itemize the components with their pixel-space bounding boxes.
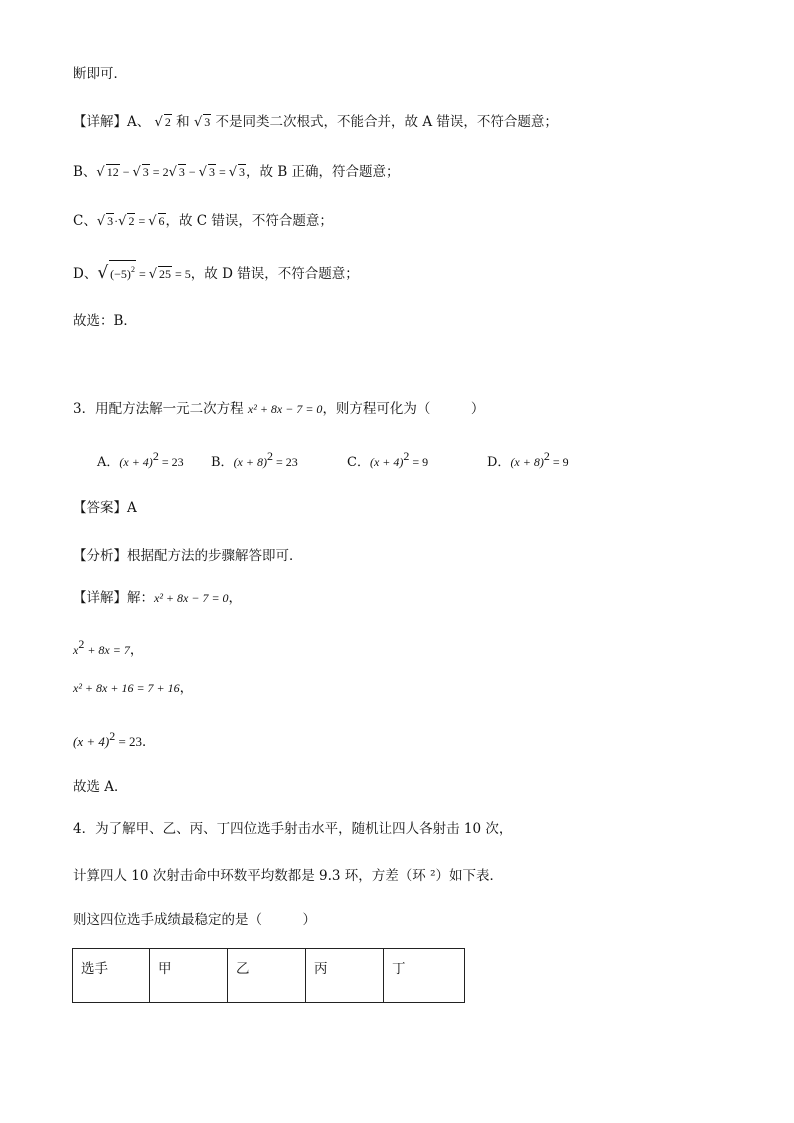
step-3: [73, 726, 156, 752]
radical-sign: √: [96, 214, 106, 229]
question-4-line-2: 计算四人 10 次射击命中环数平均数都是 9.3 环，方差（环 ²）如下表．: [73, 868, 504, 884]
radicand: 3: [204, 115, 211, 129]
paragraph-continuation: 断即可．: [73, 66, 127, 82]
operator: −: [119, 165, 133, 179]
radicand: 3: [208, 165, 215, 179]
operator: = 2: [149, 165, 169, 179]
step-1: [73, 634, 143, 660]
table-header-cell: 丙: [306, 949, 384, 1003]
choice-c-label: C．: [347, 455, 370, 470]
radicand: 12: [106, 165, 119, 179]
radical-sign: √: [228, 165, 238, 180]
option-d-label: D、: [73, 266, 98, 282]
punctuation: ，: [179, 680, 194, 696]
radical-sign: √: [96, 165, 105, 180]
question-3-tail: ，则方程可化为（ ）: [322, 401, 485, 417]
question-3-stem: [73, 399, 484, 419]
step-3-rest: = 23: [115, 734, 143, 749]
radicand: 2: [164, 115, 171, 129]
choice-d-rhs: = 9: [549, 455, 569, 469]
step-2-equation: x² + 8x + 16 = 7 + 16: [73, 681, 180, 695]
detail-equation: x² + 8x − 7 = 0: [154, 591, 229, 605]
choice-c-rhs: = 9: [409, 455, 429, 469]
operator: = 5: [172, 267, 191, 281]
choice-a-rhs: = 23: [158, 455, 184, 469]
choice-d: [487, 449, 569, 470]
option-c-label: C、: [73, 213, 97, 229]
punctuation: ．: [142, 734, 156, 750]
choice-b-math: (x + 8): [233, 455, 267, 469]
detail-tag: 【详解】: [73, 114, 127, 130]
operator: =: [215, 165, 229, 179]
punctuation: ，: [129, 642, 144, 658]
radical-sign: √: [198, 165, 207, 180]
choice-a-math: (x + 4): [119, 455, 153, 469]
step-1-variable: x: [73, 643, 79, 657]
radicand: [109, 260, 136, 283]
conclusion-c: ，故 C 错误，不符合题意；: [165, 213, 333, 229]
step-2: [73, 678, 193, 698]
conclusion-b: ，故 B 正确，符合题意；: [246, 164, 400, 180]
detail-line-a: [73, 112, 558, 133]
selection-line: 故选：B．: [73, 313, 137, 329]
question-3-text: 3．用配方法解一元二次方程: [73, 401, 244, 417]
radicand: 3: [142, 165, 149, 179]
choice-c-exponent: 2: [403, 449, 410, 463]
step-1-rest: + 8x = 7: [84, 643, 130, 657]
detail-line-d: [73, 260, 359, 285]
detail-line-b: [73, 162, 400, 183]
step-3-exponent: 2: [109, 729, 116, 743]
step-1-exponent: 2: [78, 637, 85, 651]
choice-d-math: (x + 8): [510, 455, 544, 469]
question-4-line-1: 4．为了解甲、乙、丙、丁四位选手射击水平，随机让四人各射击 10 次，: [73, 821, 513, 837]
exponent: 2: [130, 265, 135, 274]
option-b-label: B、: [73, 164, 97, 180]
radical-sign: √: [193, 115, 203, 130]
radical-sign: √: [168, 165, 177, 180]
choice-c-math: (x + 4): [369, 455, 404, 469]
radicand: 2: [128, 214, 135, 228]
inner-expression: (−5): [110, 267, 131, 281]
choice-a-exponent: 2: [152, 449, 159, 463]
conclusion-a: 不是同类二次根式，不能合并，故 A 错误，不符合题意；: [215, 114, 558, 130]
conjunction: 和: [176, 114, 190, 130]
choice-b: [211, 449, 298, 470]
radical-sign: √: [154, 115, 163, 130]
choice-b-rhs: = 23: [272, 455, 298, 469]
choice-b-exponent: 2: [266, 449, 273, 463]
choice-a: [97, 449, 184, 470]
option-a-label: A、: [127, 114, 151, 130]
table-header-cell: 选手: [73, 949, 150, 1003]
table-row: [73, 949, 465, 1003]
radicand: 3: [178, 165, 185, 179]
table-header-cell: 乙: [228, 949, 306, 1003]
detail-solution-line: [73, 588, 242, 608]
radicand: 25: [159, 267, 172, 281]
punctuation: ，: [228, 590, 243, 606]
radicand: 3: [107, 214, 114, 228]
question-4-line-3: 则这四位选手成绩最稳定的是（ ）: [73, 912, 316, 928]
analysis-line: 【分析】根据配方法的步骤解答即可．: [73, 548, 303, 564]
radical-sign: √: [118, 214, 127, 229]
radical-sign: √: [148, 267, 158, 282]
table-header-cell: 甲: [150, 949, 228, 1003]
operator: =: [135, 214, 149, 228]
choice-d-exponent: 2: [543, 449, 550, 463]
radical-sign: √: [97, 263, 109, 283]
question-3-equation: x² + 8x − 7 = 0: [247, 402, 323, 416]
operator: ·: [114, 214, 119, 228]
radical-sign: √: [132, 165, 141, 180]
step-3-math: (x + 4): [73, 734, 110, 749]
variance-table: [72, 948, 465, 1003]
choice-a-label: A．: [97, 455, 120, 470]
detail-line-c: [73, 211, 333, 232]
conclusion-d: ，故 D 错误，不符合题意；: [190, 266, 359, 282]
radicand: 6: [158, 214, 165, 228]
select-line-2: 故选 A．: [73, 779, 128, 795]
choice-b-label: B．: [211, 455, 234, 470]
choice-d-label: D．: [487, 455, 511, 470]
operator: −: [185, 165, 199, 179]
radicand: 3: [239, 165, 246, 179]
radical-sign: √: [148, 214, 157, 229]
operator: =: [135, 267, 149, 281]
detail-solution-tag: 【详解】解：: [73, 590, 154, 606]
choice-c: [347, 449, 428, 470]
answer-line: 【答案】A: [73, 500, 137, 516]
table-header-cell: 丁: [384, 949, 465, 1003]
